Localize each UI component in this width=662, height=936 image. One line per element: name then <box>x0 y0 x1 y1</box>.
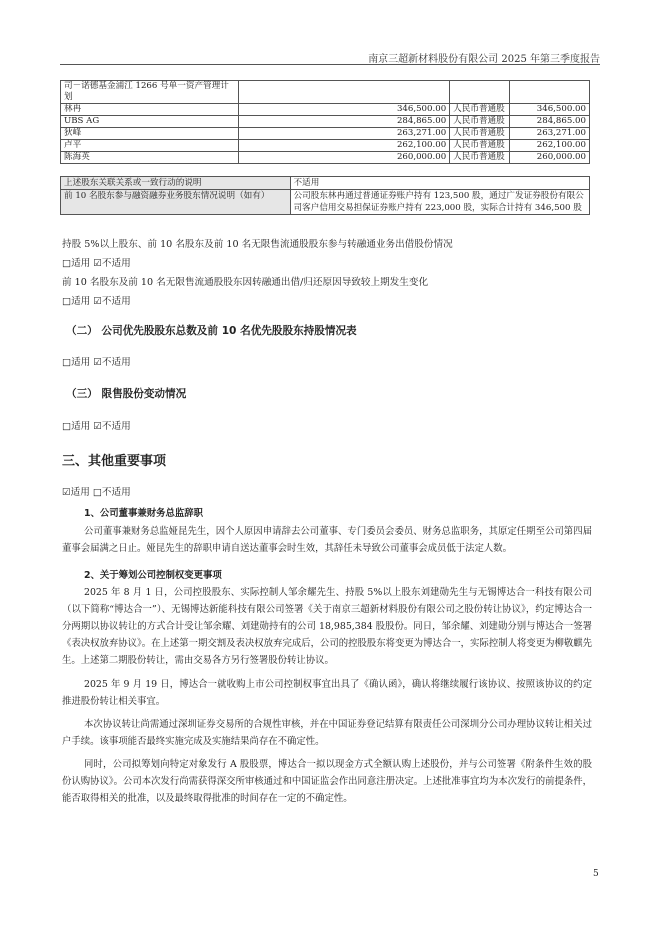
main-section-title: 三、其他重要事项 <box>62 454 167 469</box>
table-row <box>61 128 590 140</box>
share-type: 人民币普通股 <box>450 116 510 128</box>
table-row <box>61 152 590 164</box>
share-type <box>450 81 510 104</box>
shareholder-name: 司－诺德基金浦江 1266 号单一资产管理计划 <box>61 81 239 104</box>
paragraph: 公司董事兼财务总监娅昆先生，因个人原因申请辞去公司董事、专门委员会委员、财务总监职务，其原定任期至公司第四届董事会届满之日止。娅昆先生的辞职申请自送达董事会时生效，其辞任未导致公司董事会成员低于法定人数。 <box>62 526 592 554</box>
share-qty <box>510 81 590 104</box>
share-qty: 346,500.00 <box>510 104 590 116</box>
paragraph: 2025 年 9 月 19 日，博达合一就收购上市公司控制权事宜出具了《确认函》，确认将继续履行该协议、按照该协议的约定推进股份转让相关事宜。 <box>62 679 592 707</box>
change-heading: 前 10 名股东及前 10 名无限售流通股股东因转融通出借/归还原因导致较上期发生变化 <box>62 277 429 288</box>
page-number: 5 <box>593 869 599 879</box>
note-label: 上述股东关联关系或一致行动的说明 <box>61 177 291 190</box>
notes-table <box>60 176 590 215</box>
paragraph: 2025 年 8 月 1 日，公司控股股东、实际控制人邹余耀先生、持股 5%以上股东刘建勋先生与无锡博达合一科技有限公司（以下简称“博达合一”）、无锡博达新能科技有限公司签署《关于南京三超新材料股份有限公司之股份转让协议》，约定博达合一分两期以协议转让的方式合计受让邹余耀、刘建勋持有的公司 18,985,384 股股份。同日，邹余耀、刘建勋分别与博达合一签署《表决权放弃协议》。在上述第一期交割及表决权放弃完成后，公司的控股股东将变更为博达合一，实际控制人将变更为柳敬麒先生。上述第二期股份转让，需由交易各方另行签署股份转让协议。 <box>62 587 592 666</box>
table-row <box>61 81 590 104</box>
shareholder-name: 陈海英 <box>61 152 239 164</box>
share-type: 人民币普通股 <box>450 152 510 164</box>
lending-heading: 持股 5%以上股东、前 10 名股东及前 10 名无限售流通股股东参与转融通业务出借股份情况 <box>62 239 453 250</box>
section-heading-restricted: （三） 限售股份变动情况 <box>66 388 187 400</box>
checkbox-status: □适用 ☑不适用 <box>62 296 131 307</box>
shareholder-shares <box>238 81 450 104</box>
note-label: 前 10 名股东参与融资融券业务股东情况说明（如有） <box>61 190 291 215</box>
subsection-heading: 1、公司董事兼财务总监辞职 <box>84 508 204 519</box>
table-row <box>61 140 590 152</box>
table-row <box>61 104 590 116</box>
share-type: 人民币普通股 <box>450 128 510 140</box>
checkbox-status: □适用 ☑不适用 <box>62 357 131 368</box>
checkbox-status: ☑适用 □不适用 <box>62 487 131 498</box>
shareholder-shares: 284,865.00 <box>238 116 450 128</box>
shareholder-name: 狄峰 <box>61 128 239 140</box>
shareholder-shares: 262,100.00 <box>238 140 450 152</box>
shareholder-name: UBS AG <box>61 116 239 128</box>
page-header: 南京三超新材料股份有限公司 2025 年第三季度报告 <box>368 54 600 65</box>
table-row <box>61 190 590 215</box>
shareholder-name: 林冉 <box>61 104 239 116</box>
share-qty: 260,000.00 <box>510 152 590 164</box>
shareholder-table <box>60 80 590 164</box>
shareholder-shares: 263,271.00 <box>238 128 450 140</box>
share-type: 人民币普通股 <box>450 104 510 116</box>
table-row <box>61 116 590 128</box>
shareholder-name: 卢平 <box>61 140 239 152</box>
paragraph: 本次协议转让尚需通过深圳证券交易所的合规性审核，并在中国证券登记结算有限责任公司深圳分公司办理协议转让相关过户手续。该事项能否最终实施完成及实施结果尚存在不确定性。 <box>62 719 592 747</box>
share-type: 人民币普通股 <box>450 140 510 152</box>
subsection-heading: 2、关于筹划公司控制权变更事项 <box>84 570 222 581</box>
share-qty: 263,271.00 <box>510 128 590 140</box>
table-row <box>61 177 590 190</box>
header-divider <box>60 64 600 65</box>
note-value: 不适用 <box>290 177 589 190</box>
checkbox-status: □适用 ☑不适用 <box>62 421 131 432</box>
checkbox-status: □适用 ☑不适用 <box>62 258 131 269</box>
note-value: 公司股东林冉通过普通证券账户持有 123,500 股，通过广发证券股份有限公司客户信用交易担保证券账户持有 223,000 股，实际合计持有 346,500 股 <box>290 190 589 215</box>
share-qty: 284,865.00 <box>510 116 590 128</box>
shareholder-shares: 346,500.00 <box>238 104 450 116</box>
section-heading-preferred: （二） 公司优先股股东总数及前 10 名优先股股东持股情况表 <box>66 325 357 337</box>
share-qty: 262,100.00 <box>510 140 590 152</box>
shareholder-shares: 260,000.00 <box>238 152 450 164</box>
paragraph: 同时，公司拟筹划向特定对象发行 A 股股票，博达合一拟以现金方式全额认购上述股份，并与公司签署《附条件生效的股份认购协议》。公司本次发行尚需获得深交所审核通过和中国证监会作出同意注册决定。上述批准事宜均为本次发行的前提条件，能否取得相关的批准，以及最终取得批准的时间存在一定的不确定性。 <box>62 759 592 804</box>
